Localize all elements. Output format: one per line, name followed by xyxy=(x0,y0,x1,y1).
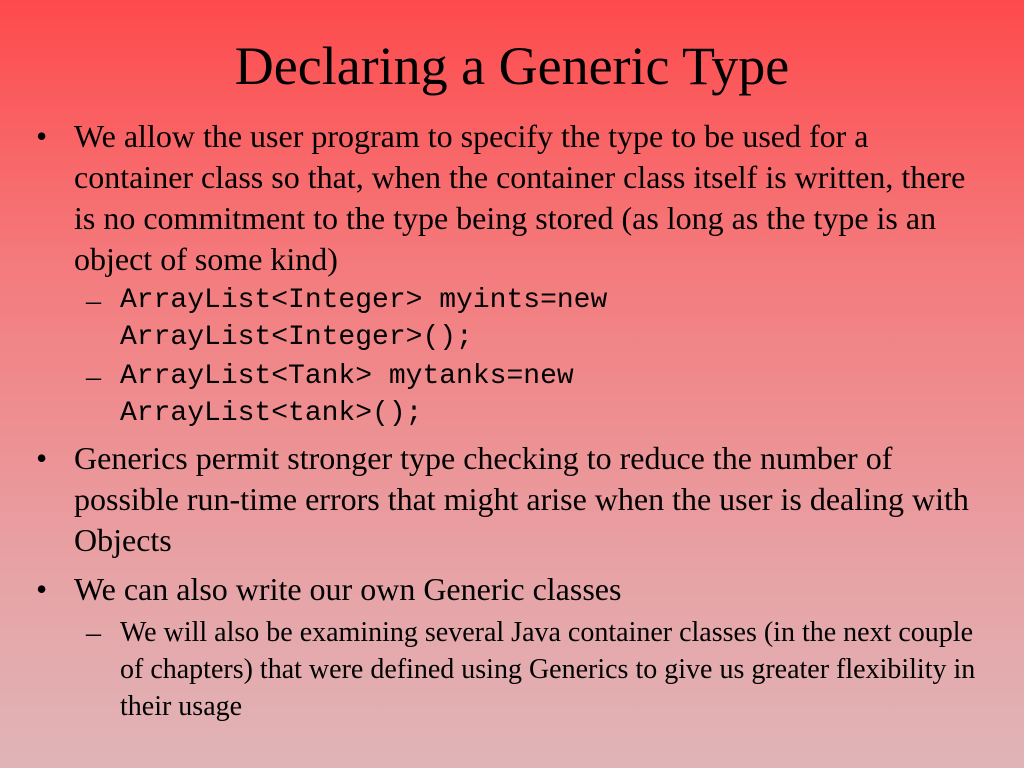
bullet-item xyxy=(0,569,1024,610)
bullet-item xyxy=(0,438,1024,561)
code-line: ArrayList<Tank> mytanks=new xyxy=(120,361,574,392)
subitem-text: We will also be examining several Java container classes (in the next couple of chapters) that were defined using Generics to give us greater flexibility in their usage xyxy=(120,617,976,722)
code-subitem xyxy=(0,282,1024,356)
bullet-item xyxy=(0,116,1024,280)
code-subitem xyxy=(0,358,1024,432)
code-line: ArrayList<tank>(); xyxy=(120,398,423,429)
slide-title: Declaring a Generic Type xyxy=(234,36,790,96)
dash-marker: – xyxy=(86,360,101,393)
bullet-text: We allow the user program to specify the type to be used for a container class so that, when the container class itself is written, there is no commitment to the type being stored (as long as the type is an object of some kind) xyxy=(74,118,966,277)
bullet-marker: • xyxy=(36,571,48,607)
bullet-marker: • xyxy=(36,118,48,154)
bullet-text: Generics permit stronger type checking to reduce the number of possible run-time errors that might arise when the user is dealing with Objects xyxy=(74,440,969,558)
slide-content xyxy=(0,116,1024,725)
code-line: ArrayList<Integer> myints=new xyxy=(120,285,608,316)
dash-marker: – xyxy=(86,616,101,649)
dash-marker: – xyxy=(86,284,101,317)
code-line: ArrayList<Integer>(); xyxy=(120,322,473,353)
text-subitem xyxy=(0,614,1024,725)
bullet-text: We can also write our own Generic classes xyxy=(74,571,622,607)
bullet-marker: • xyxy=(36,440,48,476)
